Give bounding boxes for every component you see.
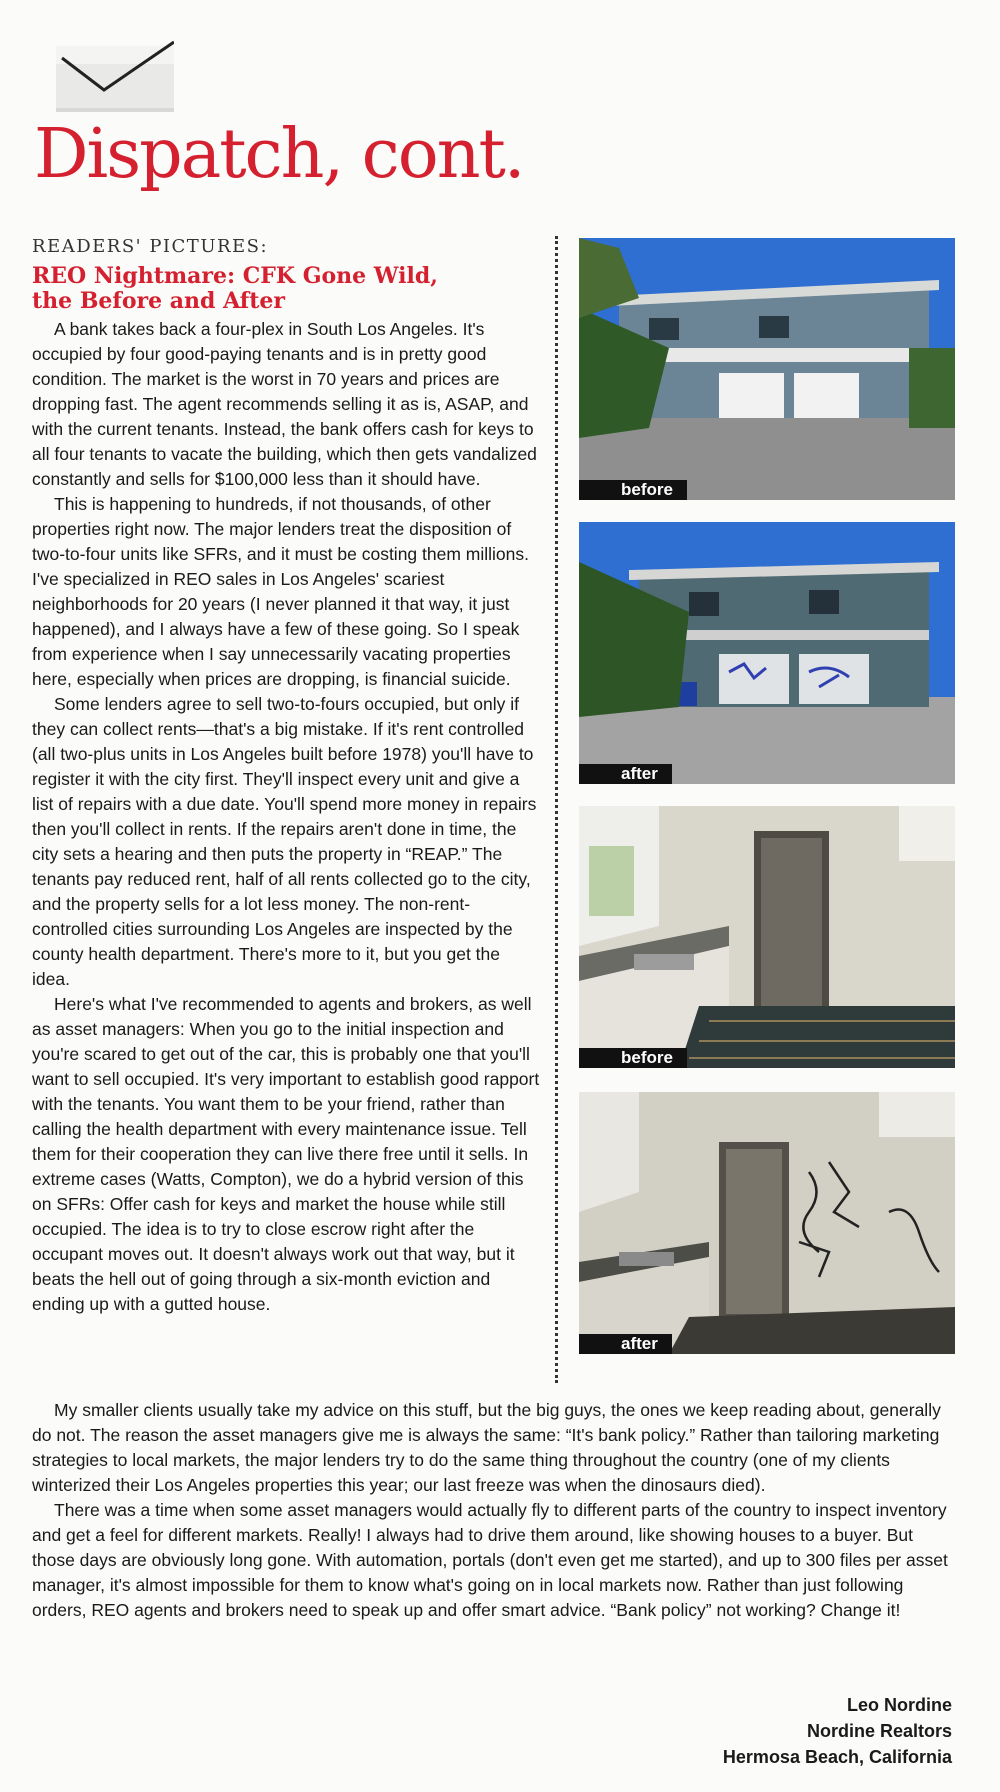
photo-caption: before (579, 480, 687, 500)
photo-exterior-before (579, 238, 955, 500)
article-body-full-width (32, 1398, 952, 1623)
paragraph: My smaller clients usually take my advice on this stuff, but the big guys, the ones we keep reading about, generally do not. The reason the asset managers give me is always the same: “It's bank policy.” Rather than tailoring marketing strategies to local markets, the major lenders try to do the same thing throughout the country (one of my clients winterized their Los Angeles properties this year; our last freeze was when the dinosaurs died). (32, 1400, 941, 1495)
paragraph: This is happening to hundreds, if not thousands, of other properties right now. The major lenders treat the disposition of two-to-four units like SFRs, and it must be costing them millions. I've specialized in REO sales in Los Angeles' scariest neighborhoods for 20 years (I never planned it that way, it just happened), and I always have a few of these going. So I speak from experience when I say unnecessarily vacating properties here, especially when prices are dropping, is financial suicide. (32, 494, 529, 689)
author-company: Nordine Realtors (806, 1721, 952, 1741)
section-title: Dispatch, cont. (34, 115, 524, 194)
photo-kitchen-before (579, 806, 955, 1068)
paragraph: Some lenders agree to sell two-to-fours occupied, but only if they can collect rents—that's a big mistake. If it's rent controlled (all two-plus units in Los Angeles built before 1978) you'll have to register it with the city first. They'll inspect every unit and give a list of repairs with a due date. You'll spend more money in repairs then you'll collect in rents. If the repairs aren't done in time, the city sets a hearing and then puts the property in “REAP.” The tenants pay reduced rent, half of all rents collected go to the city, and the property sells for a lot less money. The non-rent-controlled cities surrounding Los Angeles are inspected by the county health department. There's more to it, but you get the idea. (32, 694, 537, 989)
author-name: Leo Nordine (846, 1695, 952, 1715)
author-location: Hermosa Beach, California (722, 1747, 952, 1767)
column-divider (555, 236, 558, 1383)
photo-caption: after (579, 1334, 672, 1354)
photo-exterior-after (579, 522, 955, 784)
headline-line-2: the Before and After (32, 288, 285, 314)
photo-caption: after (579, 764, 672, 784)
paragraph: Here's what I've recommended to agents and brokers, as well as asset managers: When you go to the initial inspection and you're scared to get out of the car, this is probably one that you'll want to sell occupied. It's very important to establish good rapport with the tenants. You want them to be your friend, rather than calling the health department with every maintenance issue. Tell them for their cooperation they can live there free until it sells. In extreme cases (Watts, Compton), we do a hybrid version of this on SFRs: Offer cash for keys and market the house while still occupied. The idea is to try to close escrow right after the occupant moves out. It doesn't always work out that way, but it beats the hell out of going through a six-month eviction and ending up with a gutted house. (32, 994, 540, 1314)
headline-line-1: REO Nightmare: CFK Gone Wild, (32, 263, 438, 289)
paragraph: A bank takes back a four-plex in South Los Angeles. It's occupied by four good-paying tenants and is in pretty good condition. The market is the worst in 70 years and prices are dropping fast. The agent recommends selling it as is, ASAP, and with the current tenants. Instead, the bank offers cash for keys to all four tenants to vacate the building, which then gets vandalized constantly and sells for $100,000 less than it should have. (32, 319, 537, 489)
paragraph: There was a time when some asset managers would actually fly to different parts of the country to inspect inventory and get a feel for different markets. Really! I always had to drive them around, like showing houses to a buyer. But those days are obviously long gone. With automation, portals (don't even get me started), and up to 300 files per asset manager, it's almost impossible for them to know what's going on in local markets now. Rather than just following orders, REO agents and brokers need to speak up and offer smart advice. “Bank policy” not working? Change it! (32, 1500, 948, 1620)
envelope-icon (56, 40, 174, 112)
article-headline (32, 264, 552, 314)
photo-kitchen-after (579, 1092, 955, 1354)
author-signature (723, 1692, 952, 1770)
rubric: READERS' PICTURES: (32, 236, 269, 257)
photo-caption: before (579, 1048, 687, 1068)
article-body-column (32, 317, 542, 1317)
